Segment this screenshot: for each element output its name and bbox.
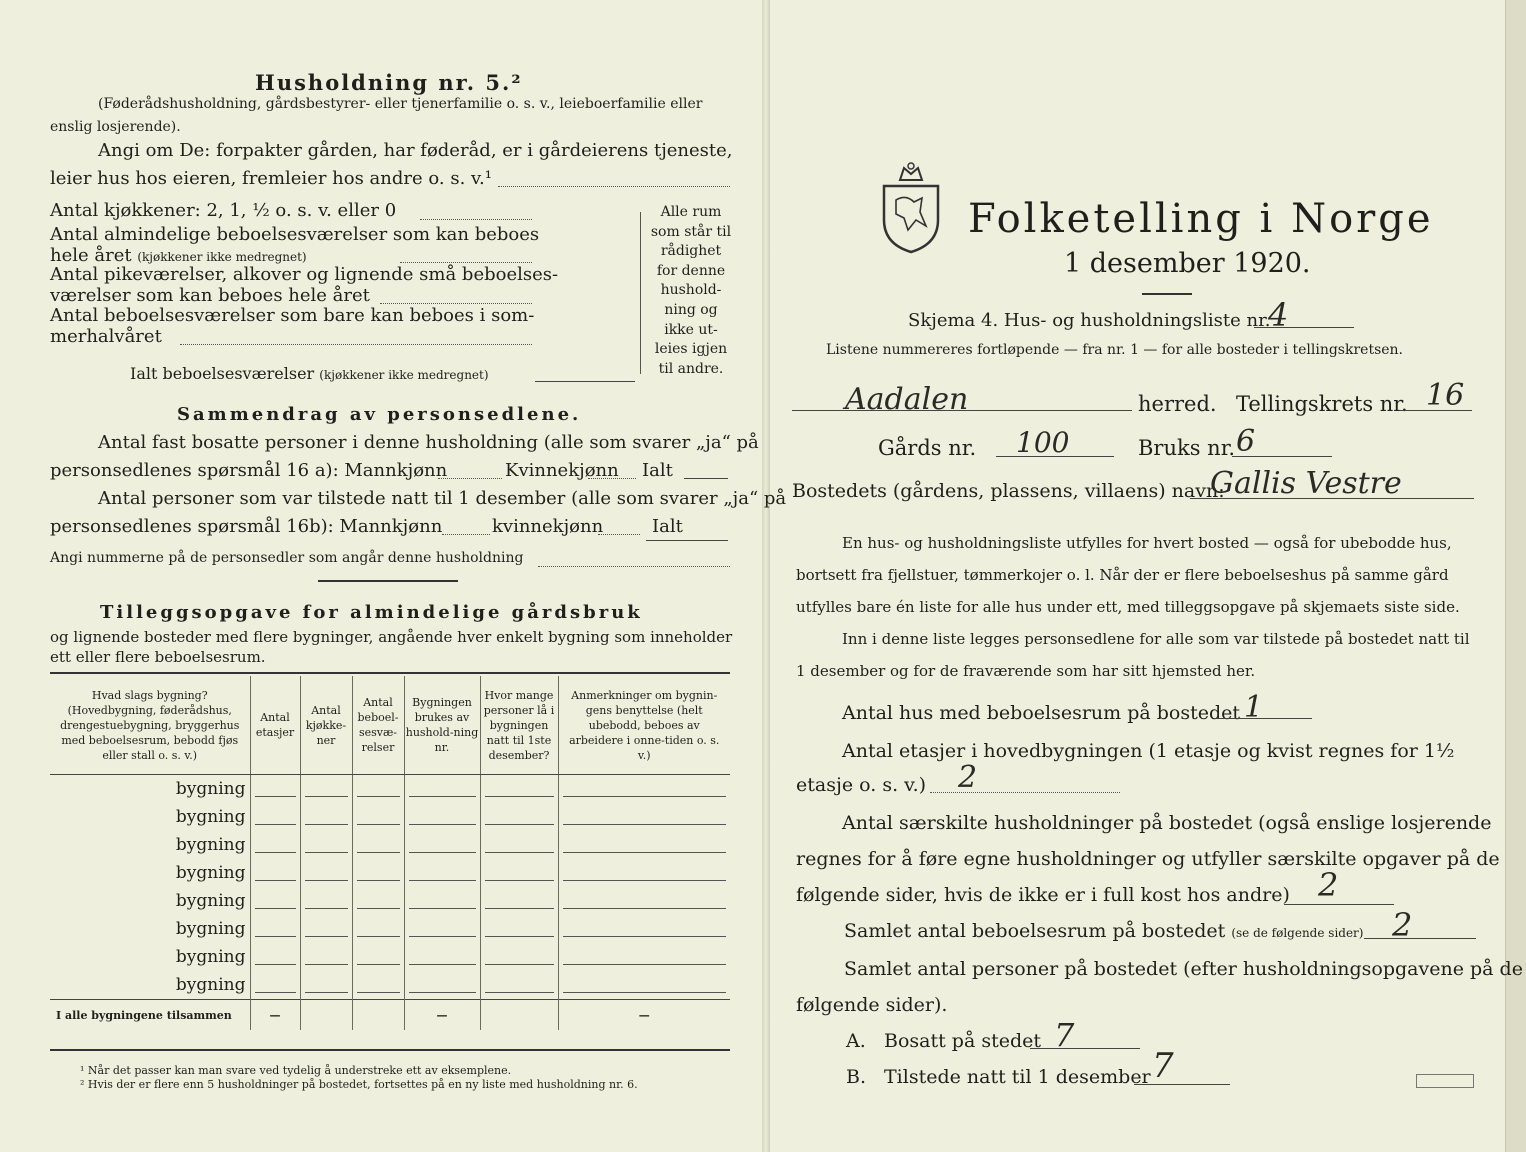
- total-present-label: Ialt: [652, 516, 683, 537]
- answer-line: [498, 186, 730, 187]
- summary-present: Antal personer som var tilstede natt til 1 desember (alle som svarer „ja“ på: [98, 488, 787, 509]
- total-rooms-value: 2: [1392, 906, 1413, 944]
- households-label: Antal særskilte husholdninger på bostedet (også enslige losjerende: [842, 812, 1492, 834]
- holding-number-line: [1232, 456, 1332, 457]
- table-bottom-rule: [50, 1049, 730, 1051]
- farm-number-label: Gårds nr.: [878, 436, 977, 460]
- maids-row: Antal pikeværelser, alkover og lignende små beboelses-: [50, 264, 559, 285]
- instruction-4: Inn i denne liste legges personsedlene for alle som var tilstede på bostedet natt til: [842, 630, 1470, 648]
- female-line: [588, 478, 636, 479]
- table-total-row: [50, 1000, 730, 1031]
- census-date: 1 desember 1920.: [1064, 248, 1311, 279]
- municipality-label: herred.: [1138, 392, 1217, 416]
- question-arrangement-2: leier hus hos eieren, fremleier hos andre o. s. v.¹: [50, 168, 492, 189]
- holding-number-value: 6: [1236, 424, 1256, 459]
- male-present-line: [442, 534, 490, 535]
- summary-present-2: personsedlenes spørsmål 16b): Mannkjønn: [50, 516, 443, 537]
- col-persons: Hvor mange personer lå i bygningen natt til 1ste desember?: [480, 676, 558, 775]
- instruction-5: 1 desember og for de fraværende som har sitt hjemsted her.: [796, 662, 1256, 680]
- col-remarks: Anmerkninger om bygnin-gens benyttelse (helt ubebodd, beboes av arbeidere i onne-tiden o. s. v.): [558, 676, 730, 775]
- persons-label: Samlet antal personer på bostedet (efter husholdningsopgavene på de: [844, 958, 1523, 980]
- bracket: [640, 212, 647, 374]
- numbering-note: Listene nummereres fortløpende — fra nr. 1 — for alle bosteder i tellingskretsen.: [826, 342, 1404, 358]
- place-name-line: [1190, 498, 1474, 499]
- floors-label-2: etasje o. s. v.): [796, 774, 927, 796]
- building-label: bygning: [175, 891, 246, 911]
- present-line: [1134, 1084, 1230, 1085]
- table-row: [50, 859, 730, 887]
- list-number-line: [1254, 327, 1354, 328]
- maids-row-2: værelser som kan beboes hele året: [50, 285, 370, 306]
- total-label: Ialt: [642, 460, 673, 481]
- building-label: bygning: [175, 835, 246, 855]
- municipality-value: Aadalen: [845, 382, 969, 417]
- farm-number-line: [996, 456, 1114, 457]
- coat-of-arms-icon: [878, 160, 944, 254]
- rooms-row: Antal almindelige beboelsesværelser som kan beboes: [50, 224, 540, 245]
- buildings-table: [50, 676, 730, 1030]
- households-value: 2: [1318, 866, 1339, 904]
- houses-value: 1: [1244, 690, 1264, 725]
- building-label: bygning: [175, 807, 246, 827]
- table-row: [50, 803, 730, 831]
- form-title: Folketelling i Norge: [968, 196, 1434, 242]
- holding-number-label: Bruks nr.: [1138, 436, 1236, 460]
- summary-title: Sammendrag av personsedlene.: [177, 404, 582, 425]
- table-row: [50, 775, 730, 804]
- printer-stamp: [1416, 1074, 1474, 1088]
- resident-line: [1030, 1048, 1140, 1049]
- col-kitchens: Antal kjøkke-ner: [300, 676, 352, 775]
- col-household-nr: Bygningen brukes av hushold-ning nr.: [404, 676, 480, 775]
- maids-line: [380, 303, 532, 304]
- person-numbers-line: [538, 566, 730, 567]
- houses-line: [1214, 718, 1312, 719]
- building-label: bygning: [175, 779, 246, 799]
- household-intro-2: enslig losjerende).: [50, 119, 181, 135]
- instruction-3: utfylles bare én liste for alle hus under ett, med tilleggsopgave på skjemaets siste side.: [796, 598, 1460, 616]
- table-row: [50, 831, 730, 859]
- footnote-2: ² Hvis der er flere enn 5 husholdninger på bostedet, fortsettes på en ny liste med husholdning nr. 6.: [80, 1078, 638, 1091]
- floors-value: 2: [958, 760, 978, 795]
- summary-resident: Antal fast bosatte personer i denne husholdning (alle som svarer „ja“ på: [98, 432, 759, 453]
- supplement-text-2: ett eller flere beboelsesrum.: [50, 648, 266, 666]
- kitchens-line: [420, 219, 532, 220]
- household-title: Husholdning nr. 5.²: [255, 70, 523, 95]
- schema-label: Skjema 4. Hus- og husholdningsliste nr.: [908, 310, 1271, 331]
- total-floors-dash: —: [250, 1000, 300, 1031]
- district-line: [1400, 410, 1472, 411]
- houses-label: Antal hus med beboelsesrum på bostedet: [842, 702, 1241, 724]
- question-arrangement: Angi om De: forpakter gården, har føderåd, er i gårdeierens tjeneste,: [98, 140, 733, 161]
- summer-row-2: merhalvåret: [50, 326, 162, 347]
- total-line: [684, 478, 728, 479]
- resident-value: 7: [1054, 1016, 1075, 1054]
- building-label: bygning: [175, 947, 246, 967]
- rooms-line: [400, 262, 532, 263]
- building-label: bygning: [175, 919, 246, 939]
- building-label: bygning: [175, 975, 246, 995]
- summer-row: Antal beboelsesværelser som bare kan beboes i som-: [50, 305, 535, 326]
- page-fold: [762, 0, 770, 1152]
- instruction-1: En hus- og husholdningsliste utfylles for hvert bosted — også for ubebodde hus,: [842, 534, 1452, 552]
- female-present-label: kvinnekjønn: [492, 516, 604, 537]
- floors-label: Antal etasjer i hovedbygningen (1 etasje og kvist regnes for 1½: [842, 740, 1455, 762]
- resident-letter: A.: [846, 1030, 866, 1052]
- total-rooms-value-line: [1364, 938, 1476, 939]
- table-row: [50, 915, 730, 943]
- total-household-dash: —: [404, 1000, 480, 1031]
- supplement-title: Tilleggsopgave for almindelige gårdsbruk: [100, 602, 643, 623]
- person-numbers: Angi nummerne på de personsedler som angår denne husholdning: [50, 550, 524, 566]
- footnote-1: ¹ Når det passer kan man svare ved tydelig å understreke ett av eksemplene.: [80, 1064, 512, 1077]
- supplement-text: og lignende bosteder med flere bygninger, angående hver enkelt bygning som inneholder: [50, 628, 733, 646]
- total-present-line: [646, 540, 728, 541]
- title-rule: [1142, 293, 1192, 295]
- farm-number-value: 100: [1016, 426, 1070, 459]
- total-rooms-label: Samlet antal beboelsesrum på bostedet (se de følgende sider): [844, 920, 1364, 942]
- total-buildings-label: I alle bygningene tilsammen: [50, 1000, 250, 1031]
- present-label: Tilstede natt til 1 desember: [884, 1066, 1151, 1088]
- households-label-2: regnes for å føre egne husholdninger og utfyller særskilte opgaver på de: [796, 848, 1500, 870]
- present-value: 7: [1152, 1046, 1174, 1086]
- female-label: Kvinnekjønn: [505, 460, 619, 481]
- present-letter: B.: [846, 1066, 867, 1088]
- households-label-3: følgende sider, hvis de ikke er i full kost hos andre): [796, 884, 1290, 906]
- resident-label: Bosatt på stedet: [884, 1030, 1041, 1052]
- rooms-row-2: hele året (kjøkkener ikke medregnet): [50, 245, 307, 266]
- place-name-value: Gallis Vestre: [1210, 466, 1402, 501]
- table-header: [50, 676, 730, 775]
- kitchens-row: Antal kjøkkener: 2, 1, ½ o. s. v. eller 0: [50, 200, 397, 221]
- municipality-line: [792, 410, 1132, 411]
- district-label: Tellingskrets nr.: [1236, 392, 1408, 416]
- households-line: [1284, 904, 1394, 905]
- section-divider: [318, 580, 458, 582]
- district-value: 16: [1426, 378, 1465, 413]
- building-label: bygning: [175, 863, 246, 883]
- side-note: Alle rum som står til rådighet for denne hushold- ning og ikke ut- leies igjen til andre.: [650, 204, 732, 377]
- summer-line: [180, 344, 532, 345]
- col-rooms: Antal beboel-sesvæ-relser: [352, 676, 404, 775]
- male-line: [438, 478, 502, 479]
- total-remarks-dash: —: [558, 1000, 730, 1031]
- household-intro: (Føderådshusholdning, gårdsbestyrer- eller tjenerfamilie o. s. v., leieboerfamilie eller: [98, 96, 703, 112]
- total-rooms-row: Ialt beboelsesværelser (kjøkkener ikke medregnet): [130, 364, 489, 383]
- persons-label-2: følgende sider).: [796, 994, 948, 1016]
- place-name-label: Bostedets (gårdens, plassens, villaens) navn:: [792, 480, 1225, 502]
- col-floors: Antal etasjer: [250, 676, 300, 775]
- col-building-type: Hvad slags bygning? (Hovedbygning, føderådshus, drengestuebygning, bryggerhus med beboelsesrum, bebodd fjøs eller stall o. s. v.): [50, 676, 250, 775]
- female-present-line: [598, 534, 640, 535]
- table-row: [50, 943, 730, 971]
- table-row: [50, 971, 730, 1000]
- summary-resident-2: personsedlenes spørsmål 16 a): Mannkjønn: [50, 460, 448, 481]
- list-number-value: 4: [1268, 296, 1289, 334]
- table-row: [50, 887, 730, 915]
- table-top-rule: [50, 672, 730, 674]
- instruction-2: bortsett fra fjellstuer, tømmerkojer o. l. Når der er flere beboelseshus på samme gård: [796, 566, 1449, 584]
- total-rooms-line: [535, 381, 635, 382]
- floors-line: [930, 792, 1120, 793]
